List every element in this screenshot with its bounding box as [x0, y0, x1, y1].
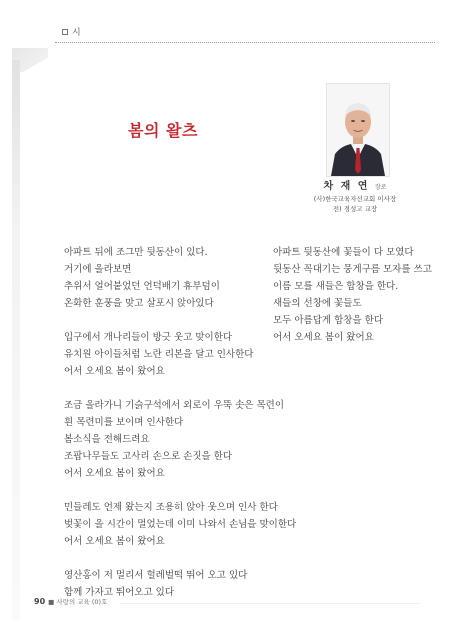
poem-line: 벚꽃이 올 시간이 멀었는데 이미 나와서 손님을 맞이한다	[64, 519, 297, 530]
footer-divider	[120, 603, 420, 604]
poem-left-column	[64, 244, 296, 618]
author-affiliation: (사)한국교육자선교회 이사장	[313, 195, 397, 203]
author-portrait-image	[327, 84, 389, 176]
page-header	[0, 0, 468, 48]
poem-line: 조금 올라가니 기슭구석에서 외로이 우뚝 솟은 목련이	[64, 400, 285, 411]
poem-line: 입구에서 개나리들이 방긋 웃고 맞이한다	[64, 332, 233, 343]
section-marker-icon	[62, 29, 68, 35]
poem-stanza	[64, 329, 296, 380]
page-footer	[34, 597, 107, 606]
poem-line: 모두 아름답게 합창을 한다	[273, 315, 384, 326]
poem-stanza	[64, 567, 296, 601]
poem-line: 어서 오세요 봄이 왔어요	[64, 366, 165, 377]
author-photo	[326, 83, 390, 177]
section-name: 시	[72, 28, 81, 38]
poem-line: 아파트 뒤에 조그만 뒷동산이 있다.	[64, 247, 208, 258]
poem-line: 뒷동산 꼭대기는 뭉게구름 모자를 쓰고	[273, 264, 432, 275]
poem-line: 어서 오세요 봄이 왔어요	[273, 332, 374, 343]
poem-stanza	[273, 244, 432, 346]
poem-line: 흰 목련미를 보이며 인사한다	[64, 417, 184, 428]
decorative-sidebar	[12, 60, 20, 620]
poem-stanza	[64, 244, 296, 312]
poem-line: 함께 가자고 뛰어오고 있다	[64, 587, 175, 598]
author-name-line	[300, 177, 410, 192]
poem-line: 온화한 훈풍을 맞고 살포시 앉아있다	[64, 298, 214, 309]
poem-line: 영산홍이 저 멀리서 헐레벌떡 뛰어 오고 있다	[64, 570, 248, 581]
poem-line: 유치원 아이들처럼 노란 리본을 달고 인사한다	[64, 349, 254, 360]
poem-line: 조팝나무들도 고사리 손으로 손짓을 한다	[64, 451, 233, 462]
header-divider	[55, 42, 435, 43]
poem-line: 어서 오세요 봄이 왔어요	[64, 468, 165, 479]
poem-line: 어서 오세요 봄이 왔어요	[64, 536, 165, 547]
poem-line: 이름 모를 새들은 합창을 한다.	[273, 281, 399, 292]
poem-line: 새들의 선창에 꽃들도	[273, 298, 362, 309]
publication-name: ■ 사랑의 교육 (0)호	[48, 598, 108, 606]
poem-line: 거기에 올라보면	[64, 264, 132, 275]
author-name: 차 재 연	[323, 181, 370, 192]
author-info	[300, 177, 410, 214]
poem-title: 봄의 왈츠	[128, 121, 198, 140]
poem-line: 아파트 뒷동산에 꽃들이 다 모였다	[273, 247, 414, 258]
poem-line: 봄소식을 전해드려요	[64, 434, 150, 445]
author-role: 장로	[374, 184, 387, 191]
poem-line: 민들레도 언제 왔는지 조용히 앉아 웃으며 인사 한다	[64, 502, 278, 513]
poem-right-column	[273, 244, 432, 363]
poem-line: 추위서 얼어붙었던 언덕배기 휴부덤이	[64, 281, 220, 292]
section-label	[62, 25, 81, 38]
poem-stanza	[64, 397, 296, 482]
author-affiliation: 전) 경성고 교장	[332, 205, 378, 213]
page-number: 90	[34, 597, 46, 606]
poem-stanza	[64, 499, 296, 550]
